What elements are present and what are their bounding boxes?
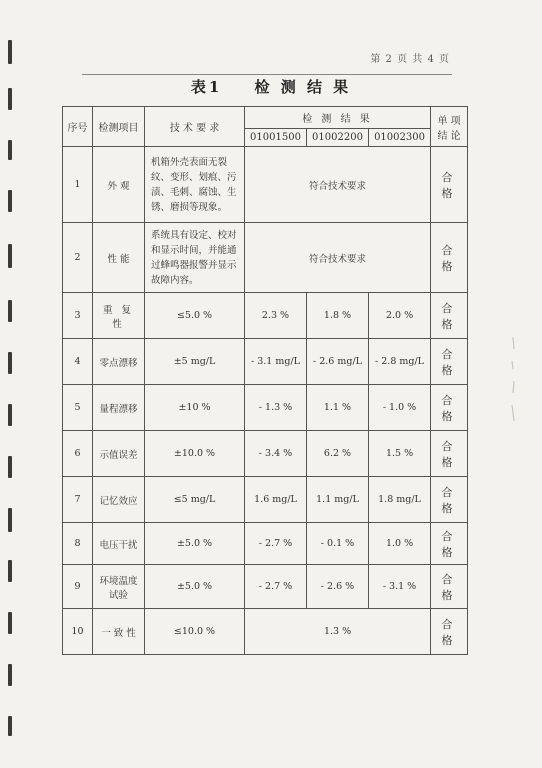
- binding-mark: [8, 716, 12, 736]
- binding-mark: [8, 560, 12, 582]
- row-index: 8: [63, 523, 93, 565]
- row-requirement: ≤5.0 %: [145, 293, 245, 339]
- row-requirement: ±10.0 %: [145, 431, 245, 477]
- table-row: [63, 339, 468, 385]
- row-result-1: - 2.7 %: [245, 523, 307, 565]
- row-item: 性 能: [93, 223, 145, 293]
- binding-mark: [8, 404, 12, 426]
- row-result-3: 1.0 %: [369, 523, 431, 565]
- row-result-2: 1.8 %: [307, 293, 369, 339]
- row-item: 量程漂移: [93, 385, 145, 431]
- row-verdict: 合 格: [431, 339, 468, 385]
- row-result-3: 1.8 mg/L: [369, 477, 431, 523]
- header-requirement: 技 术 要 求: [145, 107, 245, 147]
- header-verdict: 单 项 结 论: [431, 107, 468, 147]
- row-index: 5: [63, 385, 93, 431]
- row-requirement: 系统具有设定、校对和显示时间，并能通过蜂鸣器报警并显示故障内容。: [145, 223, 245, 293]
- binding-mark: [8, 664, 12, 686]
- table-row: [63, 523, 468, 565]
- row-index: 9: [63, 565, 93, 609]
- row-index: 6: [63, 431, 93, 477]
- binding-holes: [8, 0, 14, 768]
- row-result-2: - 2.6 mg/L: [307, 339, 369, 385]
- row-result-3: 1.5 %: [369, 431, 431, 477]
- row-result-2: - 0.1 %: [307, 523, 369, 565]
- table-header-row: [63, 107, 468, 129]
- margin-pencil-marks: [508, 335, 518, 425]
- table-row: [63, 609, 468, 655]
- header-item: 检测项目: [93, 107, 145, 147]
- binding-mark: [8, 244, 12, 268]
- row-merged-result: 符合技术要求: [245, 147, 431, 223]
- results-table: [62, 106, 468, 655]
- row-requirement: ±5.0 %: [145, 523, 245, 565]
- row-result-3: 2.0 %: [369, 293, 431, 339]
- row-verdict: 合 格: [431, 293, 468, 339]
- row-result-2: - 2.6 %: [307, 565, 369, 609]
- row-index: 1: [63, 147, 93, 223]
- row-item: 示值误差: [93, 431, 145, 477]
- row-result-2: 6.2 %: [307, 431, 369, 477]
- row-merged-result: 符合技术要求: [245, 223, 431, 293]
- table-title: [0, 76, 542, 97]
- row-verdict: 合 格: [431, 609, 468, 655]
- binding-mark: [8, 40, 12, 64]
- row-verdict: 合 格: [431, 385, 468, 431]
- binding-mark: [8, 456, 12, 478]
- row-item: 记忆效应: [93, 477, 145, 523]
- header-index: 序号: [63, 107, 93, 147]
- binding-mark: [8, 300, 12, 322]
- binding-mark: [8, 508, 12, 532]
- binding-mark: [8, 352, 12, 374]
- header-sample-3: 01002300: [369, 129, 431, 147]
- row-result-3: - 1.0 %: [369, 385, 431, 431]
- row-result-1: - 3.1 mg/L: [245, 339, 307, 385]
- table-row: [63, 147, 468, 223]
- row-item: 一 致 性: [93, 609, 145, 655]
- row-index: 10: [63, 609, 93, 655]
- table-row: [63, 223, 468, 293]
- row-requirement: ±5.0 %: [145, 565, 245, 609]
- row-verdict: 合 格: [431, 147, 468, 223]
- table-title-number: 表1: [190, 78, 223, 96]
- row-result-1: 1.6 mg/L: [245, 477, 307, 523]
- header-sample-2: 01002200: [307, 129, 369, 147]
- row-verdict: 合 格: [431, 223, 468, 293]
- row-index: 4: [63, 339, 93, 385]
- row-result-1: - 1.3 %: [245, 385, 307, 431]
- table-row: [63, 565, 468, 609]
- row-item: 外 观: [93, 147, 145, 223]
- row-requirement: ≤5 mg/L: [145, 477, 245, 523]
- row-verdict: 合 格: [431, 565, 468, 609]
- row-result-3: - 3.1 %: [369, 565, 431, 609]
- table-row: [63, 477, 468, 523]
- row-requirement: ≤10.0 %: [145, 609, 245, 655]
- table-title-text: 检 测 结 果: [254, 78, 352, 96]
- row-result-1: 2.3 %: [245, 293, 307, 339]
- binding-mark: [8, 612, 12, 634]
- row-index: 3: [63, 293, 93, 339]
- row-verdict: 合 格: [431, 523, 468, 565]
- table-row: [63, 385, 468, 431]
- header-rule: [82, 74, 452, 75]
- row-verdict: 合 格: [431, 477, 468, 523]
- binding-mark: [8, 140, 12, 160]
- row-index: 2: [63, 223, 93, 293]
- page-number: 第 2 页 共 4 页: [370, 54, 450, 65]
- row-requirement: ±5 mg/L: [145, 339, 245, 385]
- row-item: 电压干扰: [93, 523, 145, 565]
- table-row: [63, 293, 468, 339]
- row-result-1: - 3.4 %: [245, 431, 307, 477]
- row-result-2: 1.1 %: [307, 385, 369, 431]
- table-row: [63, 431, 468, 477]
- row-index: 7: [63, 477, 93, 523]
- row-merged-result: 1.3 %: [245, 609, 431, 655]
- row-item: 环境温度试验: [93, 565, 145, 609]
- row-verdict: 合 格: [431, 431, 468, 477]
- header-sample-1: 01001500: [245, 129, 307, 147]
- row-result-2: 1.1 mg/L: [307, 477, 369, 523]
- binding-mark: [8, 190, 12, 212]
- row-result-1: - 2.7 %: [245, 565, 307, 609]
- row-result-3: - 2.8 mg/L: [369, 339, 431, 385]
- row-item: 零点漂移: [93, 339, 145, 385]
- row-item: 重 复 性: [93, 293, 145, 339]
- header-result-group: 检 测 结 果: [245, 107, 431, 129]
- row-requirement: 机箱外壳表面无裂纹、变形、划痕、污渍、毛刺、腐蚀、生锈、磨损等现象。: [145, 147, 245, 223]
- row-requirement: ±10 %: [145, 385, 245, 431]
